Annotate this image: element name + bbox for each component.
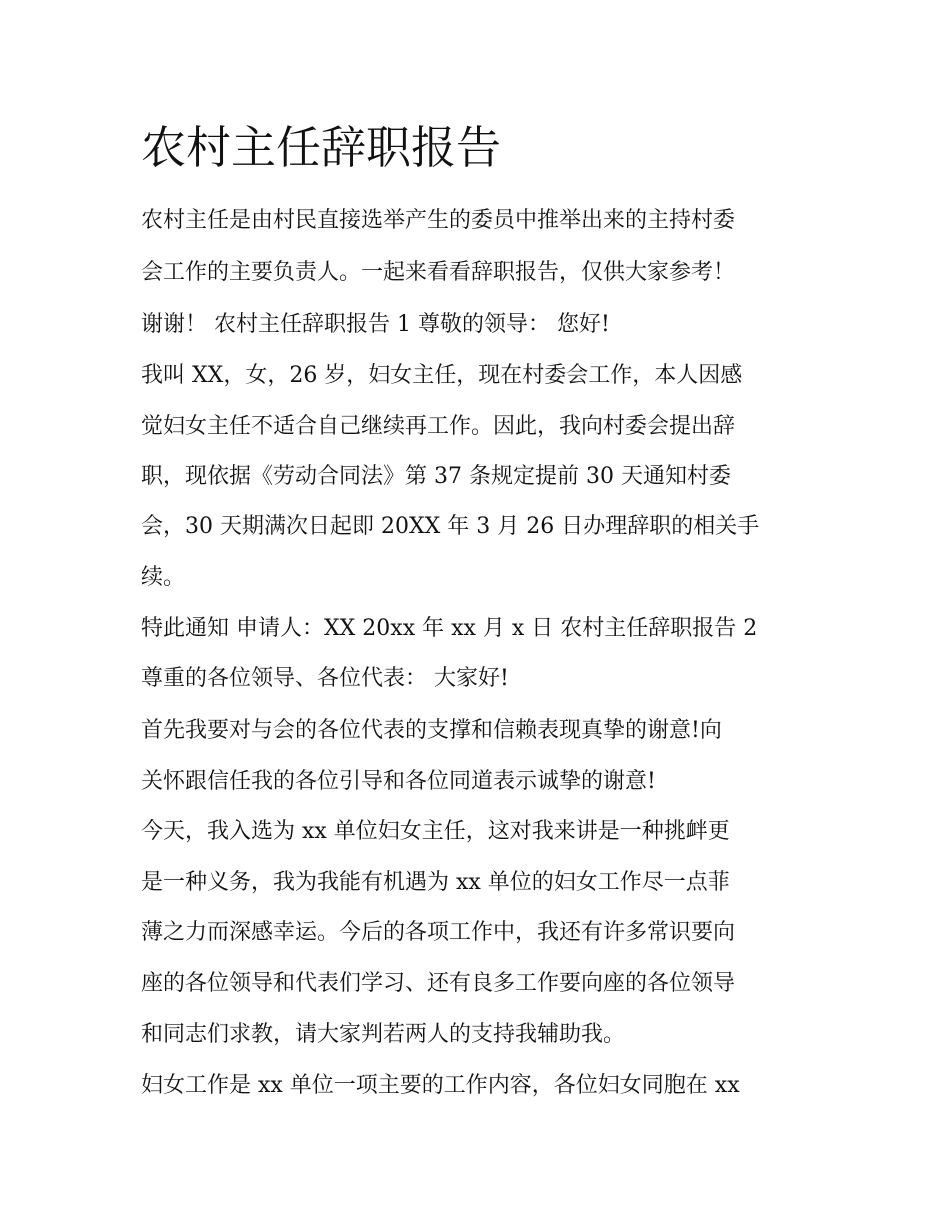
body-line: 会，30 天期满次日起即 20XX 年 3 月 26 日办理辞职的相关手 — [141, 514, 760, 539]
body-line: 特此通知 申请人：XX 20xx 年 xx 月 x 日 农村主任辞职报告 2 — [141, 616, 758, 641]
body-line: 农村主任是由村民直接选举产生的委员中推举出来的主持村委 — [141, 208, 736, 233]
body-line: 续。 — [141, 565, 186, 590]
page-title: 农村主任辞职报告 — [141, 121, 502, 174]
body-line: 和同志们求教，请大家判若两人的支持我辅助我。 — [141, 1022, 626, 1047]
body-line: 会工作的主要负责人。一起来看看辞职报告，仅供大家参考！ — [141, 260, 736, 285]
body-line: 妇女工作是 xx 单位一项主要的工作内容，各位妇女同胞在 xx — [141, 1073, 740, 1098]
body-line: 谢谢！ 农村主任辞职报告 1 尊敬的领导： 您好! — [141, 312, 610, 337]
body-line: 觉妇女主任不适合自己继续再工作。因此，我向村委会提出辞 — [141, 414, 736, 439]
body-line: 职，现依据《劳动合同法》第 37 条规定提前 30 天通知村委 — [141, 464, 731, 489]
body-line: 我叫 XX，女，26 岁，妇女主任，现在村委会工作，本人因感 — [141, 363, 743, 388]
body-line: 关怀跟信任我的各位引导和各位同道表示诚挚的谢意! — [141, 769, 656, 794]
body-line: 薄之力而深感幸运。今后的各项工作中，我还有许多常识要向 — [141, 920, 736, 945]
body-line: 尊重的各位领导、各位代表： 大家好! — [141, 666, 509, 691]
body-line: 首先我要对与会的各位代表的支撑和信赖表现真挚的谢意!向 — [141, 718, 722, 743]
body-line: 座的各位领导和代表们学习、还有良多工作要向座的各位领导 — [141, 971, 736, 996]
body-line: 今天，我入选为 xx 单位妇女主任，这对我来讲是一种挑衅更 — [141, 819, 730, 844]
body-line: 是一种义务，我为我能有机遇为 xx 单位的妇女工作尽一点菲 — [141, 870, 730, 895]
